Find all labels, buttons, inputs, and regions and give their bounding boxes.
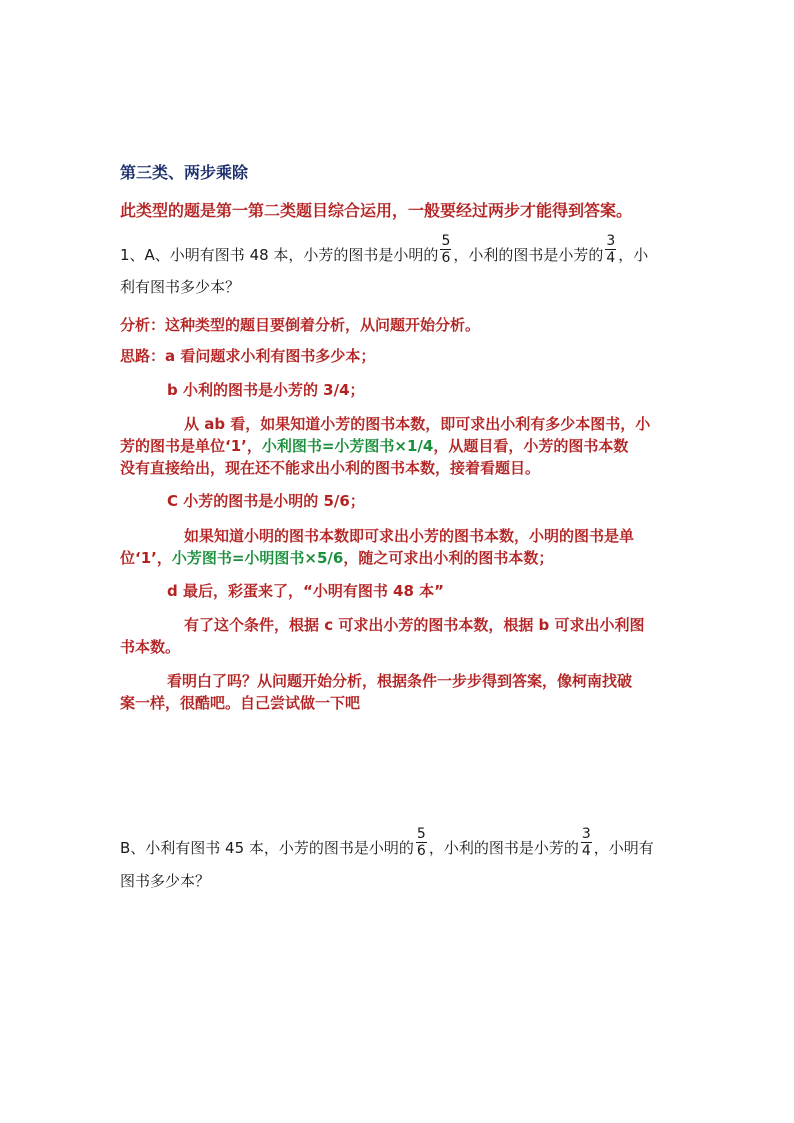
step-c-explain-text: 位‘1’，	[120, 549, 172, 567]
fraction-numerator: 3	[581, 826, 591, 842]
summary-line-1: 看明白了吗？从问题开始分析，根据条件一步步得到答案，像柯南找破	[167, 672, 633, 690]
fraction-denominator: 4	[581, 843, 591, 859]
step-b-explain-line-2	[120, 436, 628, 456]
step-b-explain-line-1: 从 ab 看，如果知道小芳的图书本数，即可求出小利有多少本图书，小	[184, 415, 651, 433]
problem-b-text-3: ，小明有	[593, 839, 654, 857]
fraction-3-4	[605, 233, 616, 266]
fraction-denominator: 6	[416, 843, 426, 859]
summary-line-2: 案一样，很酷吧。自己尝试做一下吧	[120, 694, 361, 712]
fraction-denominator: 4	[606, 250, 616, 266]
fraction-numerator: 3	[606, 233, 616, 249]
thinking-step-d: d 最后，彩蛋来了，“小明有图书 48 本”	[167, 582, 444, 600]
intro-paragraph: 此类型的题是第一第二类题目综合运用，一般要经过两步才能得到答案。	[120, 201, 633, 220]
step-d-explain-line-1: 有了这个条件，根据 c 可求出小芳的图书本数，根据 b 可求出小利图	[184, 616, 645, 634]
thinking-step-a: a 看问题求小利有图书多少本；	[165, 347, 376, 365]
analysis-paragraph: 分析：这种类型的题目要倒着分析，从问题开始分析。	[120, 316, 481, 334]
section-title: 第三类、两步乘除	[120, 163, 249, 182]
problem-b-text-1: B、小利有图书 45 本，小芳的图书是小明的	[120, 839, 414, 857]
fraction-5-6	[440, 233, 451, 266]
formula-xiaofang: 小芳图书=小明图书×5/6	[171, 549, 344, 567]
step-d-explain-line-2: 书本数。	[120, 638, 181, 656]
fraction-numerator: 5	[416, 826, 426, 842]
step-b-explain-line-3: 没有直接给出，现在还不能求出小利的图书本数，接着看题目。	[120, 459, 541, 477]
fraction-numerator: 5	[441, 233, 451, 249]
step-b-explain-text: 芳的图书是单位‘1’，	[120, 437, 262, 455]
formula-xiaoli: 小利图书=小芳图书×1/4	[261, 437, 434, 455]
fraction-5-6	[416, 826, 427, 859]
step-c-explain-line-2	[120, 548, 553, 568]
step-c-explain-text-2: ，随之可求出小利的图书本数；	[343, 549, 554, 567]
fraction-denominator: 6	[441, 250, 451, 266]
fraction-3-4	[581, 826, 592, 859]
thinking-a-line	[120, 346, 375, 366]
thinking-step-c: C 小芳的图书是小明的 5/6；	[167, 492, 365, 510]
problem-a-line-1	[120, 233, 649, 268]
problem-b-text-2: ，小利的图书是小芳的	[428, 839, 579, 857]
problem-a-text-2: ，小利的图书是小芳的	[453, 246, 604, 264]
thinking-label: 思路：	[120, 347, 166, 365]
problem-b-line-1	[120, 826, 654, 861]
problem-a-text-1: 1、A、小明有图书 48 本，小芳的图书是小明的	[120, 246, 439, 264]
problem-b-line-2: 图书多少本？	[120, 872, 211, 890]
problem-a-text-3: ，小	[618, 246, 649, 264]
thinking-step-b: b 小利的图书是小芳的 3/4；	[167, 381, 365, 399]
problem-a-line-2: 利有图书多少本？	[120, 278, 241, 296]
step-b-explain-text-2: ，从题目看，小芳的图书本数	[433, 437, 629, 455]
step-c-explain-line-1: 如果知道小明的图书本数即可求出小芳的图书本数，小明的图书是单	[184, 527, 635, 545]
